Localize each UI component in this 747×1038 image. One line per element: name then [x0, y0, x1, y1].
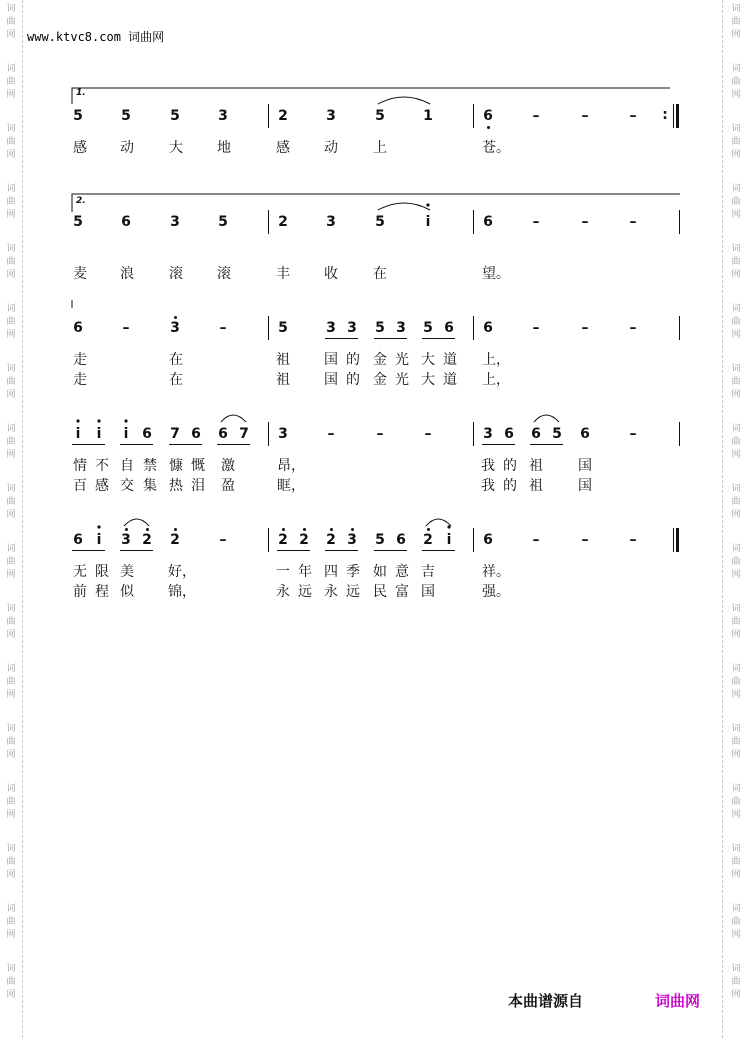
note: 5 — [552, 426, 562, 442]
lyric: 感 — [73, 140, 87, 156]
lyric: 道 — [443, 352, 457, 368]
note: i — [123, 426, 129, 442]
watermark-char: 网 — [6, 450, 16, 460]
lyric: 昂， — [277, 458, 305, 474]
slur — [124, 519, 149, 526]
lyric: 苍。 — [482, 140, 510, 156]
lyric: 强。 — [482, 584, 510, 600]
note: 3 — [347, 532, 357, 548]
watermark-char: 词 — [731, 604, 741, 614]
lyric: 程 — [95, 584, 109, 600]
lyric: 锦， — [168, 584, 196, 600]
note: 3 — [170, 320, 180, 336]
watermark-char: 曲 — [731, 617, 741, 627]
watermark-char: 曲 — [6, 977, 16, 987]
watermark-char: 曲 — [731, 137, 741, 147]
watermark-char: 网 — [6, 930, 16, 940]
lyric: 走 — [73, 352, 87, 368]
note: 5 — [170, 108, 180, 124]
lyric: 好， — [168, 564, 196, 580]
lyric: 动 — [324, 140, 338, 156]
watermark-char: 网 — [731, 150, 741, 160]
watermark-char: 曲 — [6, 77, 16, 87]
watermark-char: 网 — [731, 330, 741, 340]
note: 2 — [170, 532, 180, 548]
watermark-char: 词 — [731, 664, 741, 674]
note: 5 — [218, 214, 228, 230]
watermark-char: 曲 — [731, 977, 741, 987]
lyric: 在 — [373, 266, 387, 282]
lyric: 光 — [395, 372, 409, 388]
note: 5 — [375, 320, 385, 336]
dash: – — [629, 426, 637, 442]
note: 6 — [191, 426, 201, 442]
lyric: 激 — [221, 458, 235, 474]
lyric: 望。 — [482, 266, 510, 282]
watermark-char: 曲 — [6, 677, 16, 687]
watermark-char: 词 — [6, 124, 16, 134]
watermark-char: 词 — [731, 244, 741, 254]
upper-octave-dot — [97, 525, 100, 528]
watermark-char: 曲 — [731, 437, 741, 447]
watermark-char: 曲 — [731, 557, 741, 567]
watermark-char: 曲 — [6, 737, 16, 747]
watermark-char: 曲 — [731, 497, 741, 507]
lyric: 国 — [324, 372, 338, 388]
upper-octave-dot — [426, 203, 429, 206]
lyric: 祖 — [276, 352, 290, 368]
watermark-char: 曲 — [731, 857, 741, 867]
lyric: 我 — [481, 458, 495, 474]
note: 5 — [375, 108, 385, 124]
note: 3 — [396, 320, 406, 336]
dash: – — [629, 532, 637, 548]
watermark-char: 曲 — [6, 317, 16, 327]
lyric: 国 — [578, 478, 592, 494]
upper-octave-dot — [76, 419, 79, 422]
dash: – — [122, 320, 130, 336]
lyric: 滚 — [217, 266, 231, 282]
watermark-char: 词 — [6, 784, 16, 794]
lyric: 意 — [395, 564, 409, 580]
watermark-char: 网 — [731, 630, 741, 640]
lyric: 远 — [346, 584, 360, 600]
lyric: 收 — [324, 266, 338, 282]
watermark-char: 网 — [731, 210, 741, 220]
lyric: 年 — [298, 564, 312, 580]
dash: – — [376, 426, 384, 442]
lyric: 的 — [503, 478, 517, 494]
lyric: 感 — [276, 140, 290, 156]
watermark-char: 词 — [731, 304, 741, 314]
lyric: 动 — [120, 140, 134, 156]
note: 6 — [396, 532, 406, 548]
volta-first-label: 1. — [76, 88, 86, 98]
lyric: 的 — [346, 352, 360, 368]
watermark-char: 词 — [731, 904, 741, 914]
note: 2 — [299, 532, 309, 548]
watermark-char: 曲 — [6, 197, 16, 207]
lyric: 感 — [95, 478, 109, 494]
watermark-char: 网 — [6, 510, 16, 520]
dash: – — [581, 108, 589, 124]
lyric: 金 — [373, 352, 387, 368]
note: 6 — [504, 426, 514, 442]
watermark-char: 曲 — [731, 77, 741, 87]
watermark-char: 词 — [731, 784, 741, 794]
note: 3 — [326, 108, 336, 124]
note: 5 — [73, 214, 83, 230]
note: 6 — [121, 214, 131, 230]
watermark-char: 词 — [6, 424, 16, 434]
dash: – — [581, 214, 589, 230]
note: 5 — [375, 532, 385, 548]
watermark-char: 词 — [6, 184, 16, 194]
lyric: 百 — [73, 478, 87, 494]
watermark-char: 词 — [6, 724, 16, 734]
lyric: 永 — [276, 584, 290, 600]
lyric: 眶， — [277, 478, 305, 494]
lyric: 不 — [95, 458, 109, 474]
watermark-char: 词 — [6, 844, 16, 854]
lyric: 大 — [421, 372, 435, 388]
slur — [426, 519, 451, 526]
note: 3 — [326, 320, 336, 336]
watermark-char: 网 — [731, 930, 741, 940]
dash: – — [532, 214, 540, 230]
lyric: 祖 — [529, 478, 543, 494]
note: 3 — [218, 108, 228, 124]
lyric: 祖 — [529, 458, 543, 474]
lyric: 大 — [421, 352, 435, 368]
dash: – — [219, 532, 227, 548]
watermark-char: 网 — [731, 750, 741, 760]
note: 1 — [423, 108, 433, 124]
watermark-char: 曲 — [6, 797, 16, 807]
watermark-char: 网 — [6, 330, 16, 340]
note: 5 — [73, 108, 83, 124]
dash: – — [532, 320, 540, 336]
note: 6 — [73, 532, 83, 548]
note: 6 — [73, 320, 83, 336]
lyric: 上 — [373, 140, 387, 156]
dash: – — [327, 426, 335, 442]
lyric: 麦 — [73, 266, 87, 282]
watermark-char: 曲 — [731, 797, 741, 807]
watermark-char: 网 — [6, 750, 16, 760]
lyric: 在 — [169, 372, 183, 388]
lyric: 自 — [120, 458, 134, 474]
slur — [378, 97, 430, 104]
note: 2 — [278, 108, 288, 124]
watermark-char: 网 — [731, 990, 741, 1000]
watermark-char: 词 — [731, 124, 741, 134]
note: 2 — [278, 214, 288, 230]
lyric: 国 — [324, 352, 338, 368]
lyric: 如 — [373, 564, 387, 580]
dash: – — [629, 320, 637, 336]
watermark-char: 网 — [731, 270, 741, 280]
lyric: 似 — [120, 584, 134, 600]
lyric: 国 — [578, 458, 592, 474]
watermark-char: 网 — [6, 810, 16, 820]
watermark-char: 曲 — [6, 437, 16, 447]
lyric: 丰 — [276, 266, 290, 282]
site-url-link[interactable]: www.ktvc8.com — [27, 30, 121, 44]
lyric: 热 — [169, 478, 183, 494]
watermark-char: 网 — [6, 90, 16, 100]
slur — [221, 415, 246, 422]
watermark-char: 曲 — [6, 137, 16, 147]
upper-octave-dot — [447, 525, 450, 528]
watermark-char: 曲 — [731, 197, 741, 207]
watermark-char: 曲 — [731, 737, 741, 747]
watermark-char: 网 — [731, 90, 741, 100]
note: 6 — [444, 320, 454, 336]
watermark-char: 曲 — [731, 377, 741, 387]
watermark-char: 曲 — [6, 497, 16, 507]
watermark-char: 网 — [6, 690, 16, 700]
note: 5 — [375, 214, 385, 230]
lyric: 永 — [324, 584, 338, 600]
note: 6 — [483, 320, 493, 336]
watermark-char: 网 — [731, 390, 741, 400]
watermark-char: 网 — [6, 870, 16, 880]
watermark-char: 词 — [6, 544, 16, 554]
lyric: 民 — [373, 584, 387, 600]
watermark-char: 网 — [6, 570, 16, 580]
note: 2 — [278, 532, 288, 548]
note: i — [425, 214, 431, 230]
note: 3 — [170, 214, 180, 230]
lyric: 慷 — [169, 458, 183, 474]
watermark-char: 曲 — [6, 617, 16, 627]
watermark-char: 曲 — [6, 377, 16, 387]
note: 5 — [121, 108, 131, 124]
watermark-char: 词 — [731, 184, 741, 194]
watermark-char: 词 — [731, 64, 741, 74]
watermark-char: 网 — [6, 210, 16, 220]
lyric: 无 — [73, 564, 87, 580]
lyric: 吉 — [421, 564, 435, 580]
watermark-char: 网 — [6, 270, 16, 280]
note: 6 — [580, 426, 590, 442]
watermark-char: 词 — [731, 844, 741, 854]
lyric: 一 — [276, 564, 290, 580]
watermark-char: 网 — [6, 990, 16, 1000]
watermark-char: 词 — [6, 64, 16, 74]
lyric: 季 — [346, 564, 360, 580]
lyric: 上， — [482, 372, 510, 388]
watermark-char: 网 — [731, 570, 741, 580]
note: 5 — [278, 320, 288, 336]
volta-bracket-second — [72, 194, 680, 212]
watermark-char: 网 — [6, 150, 16, 160]
watermark-char: 网 — [731, 510, 741, 520]
lyric: 祖 — [276, 372, 290, 388]
slur — [378, 203, 430, 210]
note: 6 — [483, 108, 493, 124]
footer-source-label: 本曲谱源自 — [508, 992, 584, 1010]
watermark-char: 网 — [731, 690, 741, 700]
lyric: 光 — [395, 352, 409, 368]
watermark-char: 曲 — [6, 857, 16, 867]
watermark-char: 曲 — [731, 677, 741, 687]
lyric: 上， — [482, 352, 510, 368]
watermark-char: 词 — [6, 604, 16, 614]
lyric: 国 — [421, 584, 435, 600]
watermark-char: 词 — [6, 904, 16, 914]
dash: – — [629, 214, 637, 230]
dash: – — [532, 108, 540, 124]
watermark-char: 词 — [6, 964, 16, 974]
watermark-char: 曲 — [731, 257, 741, 267]
lyric: 盈 — [221, 478, 235, 494]
lyric: 地 — [217, 140, 231, 156]
lyric: 限 — [95, 564, 109, 580]
watermark-char: 词 — [731, 544, 741, 554]
upper-octave-dot — [124, 419, 127, 422]
lyric: 美 — [120, 564, 134, 580]
note: 6 — [531, 426, 541, 442]
watermark-char: 曲 — [731, 317, 741, 327]
watermark-char: 词 — [731, 4, 741, 14]
lyric: 交 — [120, 478, 134, 494]
watermark-char: 网 — [731, 810, 741, 820]
watermark-char: 网 — [731, 870, 741, 880]
note: 3 — [121, 532, 131, 548]
note: i — [96, 426, 102, 442]
lyric: 慨 — [191, 458, 205, 474]
note: 3 — [278, 426, 288, 442]
watermark-char: 词 — [6, 304, 16, 314]
watermark-char: 词 — [6, 4, 16, 14]
watermark-char: 曲 — [6, 17, 16, 27]
note: i — [446, 532, 452, 548]
volta-second-label: 2. — [76, 196, 86, 206]
note: i — [96, 532, 102, 548]
dash: – — [581, 532, 589, 548]
watermark-char: 曲 — [6, 257, 16, 267]
watermark-char: 词 — [731, 724, 741, 734]
watermark-char: 词 — [6, 244, 16, 254]
lyric: 情 — [73, 458, 87, 474]
watermark-char: 网 — [731, 30, 741, 40]
lyric: 富 — [395, 584, 409, 600]
lyric: 在 — [169, 352, 183, 368]
lyric: 祥。 — [482, 564, 510, 580]
watermark-char: 词 — [6, 364, 16, 374]
lyric: 我 — [481, 478, 495, 494]
watermark-char: 曲 — [6, 917, 16, 927]
site-name: 词曲网 — [128, 30, 165, 44]
watermark-char: 词 — [731, 424, 741, 434]
lyric: 金 — [373, 372, 387, 388]
note: 2 — [423, 532, 433, 548]
watermark-char: 网 — [6, 630, 16, 640]
footer-source-link[interactable]: 词曲网 — [655, 992, 701, 1010]
upper-octave-dot — [97, 419, 100, 422]
note: 6 — [218, 426, 228, 442]
lyric: 泪 — [191, 478, 205, 494]
dash: – — [424, 426, 432, 442]
watermark-char: 词 — [6, 484, 16, 494]
watermark-char: 网 — [6, 390, 16, 400]
note: i — [75, 426, 81, 442]
watermark-char: 词 — [731, 484, 741, 494]
watermark-char: 词 — [6, 664, 16, 674]
lyric: 浪 — [120, 266, 134, 282]
note: 7 — [239, 426, 249, 442]
watermark-char: 曲 — [731, 17, 741, 27]
note: 6 — [142, 426, 152, 442]
lyric: 禁 — [143, 458, 157, 474]
note: 3 — [326, 214, 336, 230]
lyric: 集 — [143, 478, 157, 494]
watermark-char: 曲 — [731, 917, 741, 927]
dash: – — [581, 320, 589, 336]
dash: – — [532, 532, 540, 548]
note: 2 — [326, 532, 336, 548]
note: 2 — [142, 532, 152, 548]
note: 7 — [170, 426, 180, 442]
note: 6 — [483, 214, 493, 230]
lyric: 前 — [73, 584, 87, 600]
lyric: 的 — [346, 372, 360, 388]
repeat-dots: : — [662, 107, 668, 123]
note: 6 — [483, 532, 493, 548]
dash: – — [629, 108, 637, 124]
lyric: 四 — [324, 564, 338, 580]
slur — [534, 415, 559, 422]
lyric: 远 — [298, 584, 312, 600]
lyric: 走 — [73, 372, 87, 388]
note: 3 — [483, 426, 493, 442]
lyric: 滚 — [169, 266, 183, 282]
lyric: 大 — [169, 140, 183, 156]
lyric: 道 — [443, 372, 457, 388]
watermark-char: 网 — [731, 450, 741, 460]
watermark-char: 词 — [731, 964, 741, 974]
lyric: 的 — [503, 458, 517, 474]
dash: – — [219, 320, 227, 336]
watermark-char: 曲 — [6, 557, 16, 567]
note: 5 — [423, 320, 433, 336]
volta-bracket-first — [72, 88, 670, 104]
note: 3 — [347, 320, 357, 336]
watermark-char: 网 — [6, 30, 16, 40]
watermark-char: 词 — [731, 364, 741, 374]
